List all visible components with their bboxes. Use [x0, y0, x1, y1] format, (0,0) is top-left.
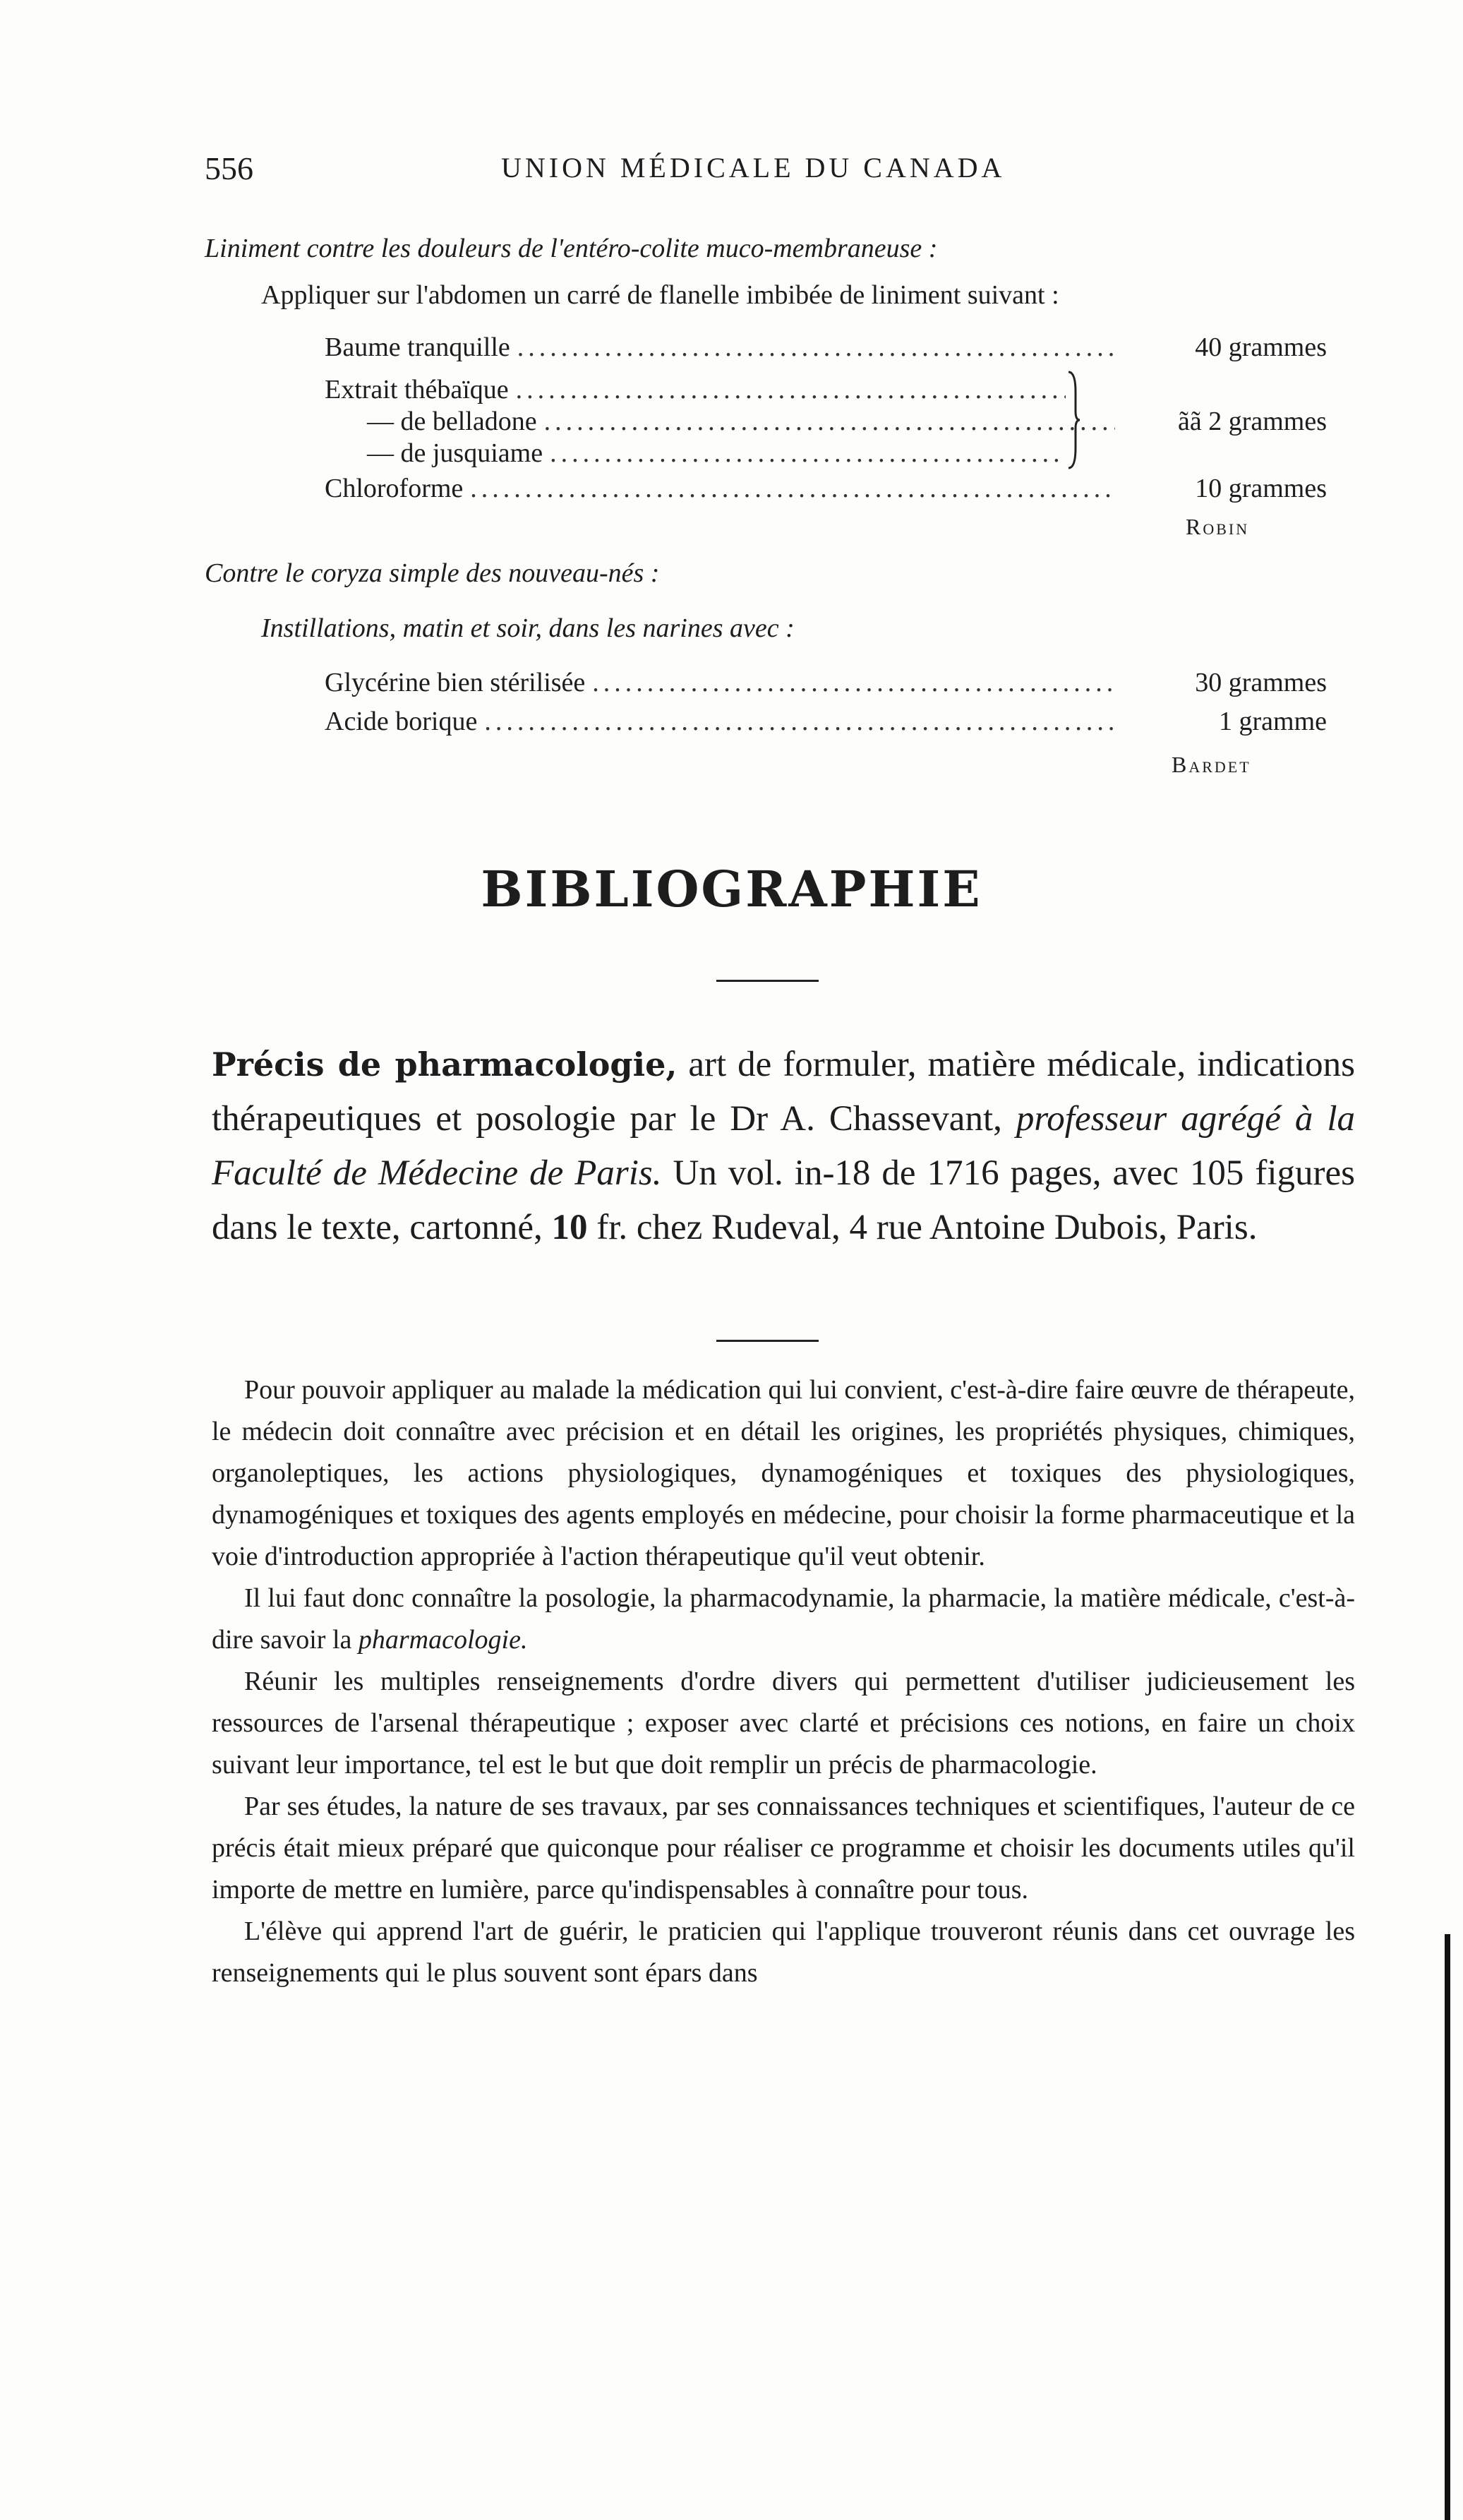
divider [716, 1340, 819, 1342]
page-number: 556 [205, 150, 253, 186]
formula-line [325, 374, 1073, 408]
ingredient-name: Extrait thébaïque [325, 375, 509, 404]
review-text [212, 1369, 1355, 1994]
book-title: Précis de pharmacologie, [212, 1045, 678, 1084]
leader-dots [517, 332, 1115, 363]
emphasis: pharmacologie. [358, 1625, 528, 1655]
author-role: professeur agrégé à la Faculté de Médecine de Paris. [212, 1099, 1355, 1193]
signature: Robin [1186, 514, 1250, 539]
brace-icon [1066, 371, 1080, 469]
formula-line [325, 473, 1327, 507]
formula-line [325, 406, 1327, 440]
ingredient-name: Acide borique [325, 707, 478, 736]
formula-intro: Instillations, matin et soir, dans les narines avec : [261, 613, 795, 643]
book-reference [212, 1038, 1355, 1255]
paragraph: Pour pouvoir appliquer au malade la médication qui lui convient, c'est-à-dire faire œuvre de thérapeute, le médecin doit connaître avec précision et en détail les origines, les propriétés physiques, chimiques, organoleptiques, les actions physiologiques, dynamogéniques et toxiques des physiologiques, dynamogéniques et toxiques des agents employés en médecine, pour choisir la forme pharmaceutique et la voie d'introduction appropriée à l'action thérapeutique qu'il veut obtenir. [212, 1375, 1355, 1571]
paragraph-text: Il lui faut donc connaître la posologie, la pharmacodynamie, la pharmacie, la matière médicale, c'est-à-dire savoir la [212, 1583, 1355, 1655]
section-heading: BIBLIOGRAPHIE [481, 860, 982, 918]
leader-dots [484, 706, 1115, 737]
ingredient-name: Glycérine bien stérilisée [325, 668, 586, 697]
book-price: 10 [551, 1208, 588, 1247]
leader-dots [516, 374, 1066, 405]
divider [716, 980, 819, 982]
formula-title: Contre le coryza simple des nouveau-nés : [205, 558, 660, 588]
paragraph: Par ses études, la nature de ses travaux, par ses connaissances techniques et scientifiques, l'auteur de ce précis était mieux préparé que quiconque pour réaliser ce programme et choisir les documents utiles qu'il importe de mettre en lumière, parce qu'indispensables à connaître pour tous. [212, 1792, 1355, 1904]
formula-intro: Appliquer sur l'abdomen un carré de flanelle imbibée de liniment suivant : [261, 280, 1059, 310]
leader-dots [470, 473, 1115, 504]
book-description: Un vol. in-18 de 1716 pages, avec 105 figures dans le texte, cartonné, [212, 1153, 1355, 1247]
leader-dots [592, 667, 1115, 698]
paragraph: Réunir les multiples renseignements d'ordre divers qui permettent d'utiliser judicieusement les ressources de l'arsenal thérapeutique ; exposer avec clarté et précisions ces notions, en faire un choix suivant leur importance, tel est le but que doit remplir un précis de pharmacologie. [212, 1667, 1355, 1780]
formula-line [325, 332, 1327, 366]
ingredient-name: Baume tranquille [325, 332, 510, 362]
ingredient-quantity: ãã 2 grammes [1177, 407, 1327, 436]
leader-dots [550, 438, 1066, 469]
formula-title: Liniment contre les douleurs de l'entéro-colite muco-membraneuse : [205, 234, 938, 263]
formula-line [325, 438, 1073, 472]
running-title: UNION MÉDICALE DU CANADA [501, 152, 1006, 184]
ingredient-quantity: 40 grammes [1195, 332, 1327, 362]
formula-line [325, 667, 1327, 701]
ingredient-name: — de belladone [367, 407, 537, 436]
paragraph: L'élève qui apprend l'art de guérir, le praticien qui l'applique trouveront réunis dans cet ouvrage les renseignements qui le plus souvent sont épars dans [212, 1916, 1355, 1988]
leader-dots [544, 406, 1115, 437]
ingredient-quantity: 30 grammes [1195, 668, 1327, 697]
signature: Bardet [1172, 752, 1251, 777]
ingredient-name: — de jusquiame [367, 438, 543, 468]
paragraph [212, 1578, 1355, 1661]
ingredient-name: Chloroforme [325, 474, 464, 503]
formula-line [325, 706, 1327, 740]
book-description: art de formuler, matière médicale, indications thérapeutiques et posologie par le Dr A. Chassevant, [212, 1045, 1356, 1139]
ingredient-quantity: 10 grammes [1195, 474, 1327, 503]
page-edge-shadow [1445, 1934, 1450, 2520]
ingredient-quantity: 1 gramme [1218, 707, 1327, 736]
book-publisher: fr. chez Rudeval, 4 rue Antoine Dubois, Paris. [587, 1208, 1258, 1247]
